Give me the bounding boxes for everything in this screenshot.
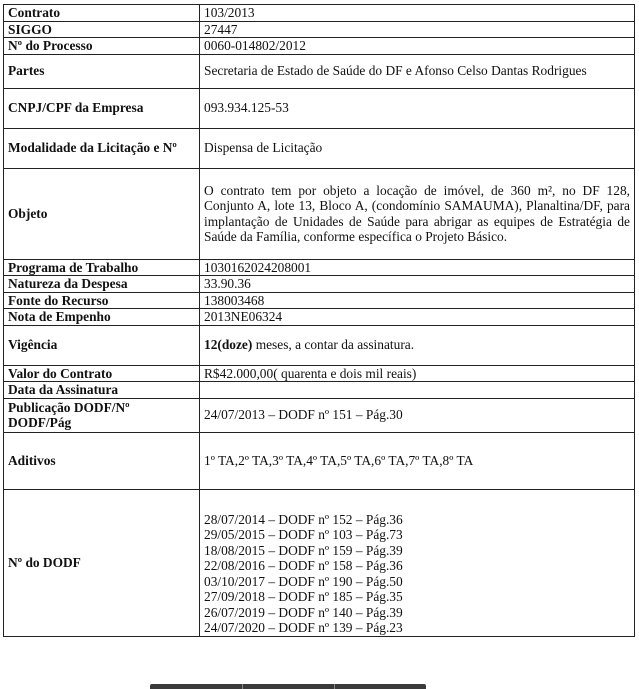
row-label: Data da Assinatura [4, 382, 200, 399]
row-value: 093.934.125-53 [200, 88, 635, 128]
row-value: 1º TA,2º TA,3º TA,4º TA,5º TA,6º TA,7º TA,8º TA [200, 432, 635, 489]
table-row [4, 382, 635, 399]
row-value [200, 325, 635, 365]
row-value: O contrato tem por objeto a locação de imóvel, de 360 m², no DF 128, Conjunto A, lote 13, Bloco A, (condomínio SAMAUMA), Planaltina/DF, para implantação de Unidades de Saúde para abrigar as equipes de Estratégia de Saúde da Família, conforme específica o Projeto Básico. [200, 168, 635, 259]
dodf-entry: 28/07/2014 – DODF nº 152 – Pág.36 [204, 511, 403, 527]
row-value: 1030162024208001 [200, 259, 635, 276]
dodf-entry: 29/05/2015 – DODF nº 103 – Pág.73 [204, 527, 403, 542]
row-label: Aditivos [4, 432, 200, 489]
table-row [4, 432, 635, 489]
table-row [4, 259, 635, 276]
table-row [4, 325, 635, 365]
vigencia-duration: 12(doze) [204, 337, 253, 353]
row-value: 33.90.36 [200, 276, 635, 293]
dodf-list [200, 489, 635, 636]
table-row [4, 5, 635, 22]
dodf-entry: 18/08/2015 – DODF nº 159 – Pág.39 [204, 542, 403, 558]
table-row [4, 489, 635, 636]
row-label: Fonte do Recurso [4, 292, 200, 309]
row-value: 24/07/2013 – DODF nº 151 – Pág.30 [200, 398, 635, 432]
dodf-entry: 22/08/2016 – DODF nº 158 – Pág.36 [204, 558, 403, 573]
row-label: CNPJ/CPF da Empresa [4, 88, 200, 128]
table-row [4, 292, 635, 309]
dodf-entry: 27/09/2018 – DODF nº 185 – Pág.35 [204, 589, 403, 604]
row-value: Secretaria de Estado de Saúde do DF e Afonso Celso Dantas Rodrigues [200, 54, 635, 88]
row-value: R$42.000,00( quarenta e dois mil reais) [200, 365, 635, 382]
row-label: Natureza da Despesa [4, 276, 200, 293]
row-value [200, 382, 635, 399]
row-label: Valor do Contrato [4, 365, 200, 382]
row-value: 2013NE06324 [200, 309, 635, 326]
table-row [4, 365, 635, 382]
dodf-entry: 24/07/2020 – DODF nº 139 – Pág.23 [204, 620, 403, 635]
table-row [4, 88, 635, 128]
row-value: 0060-014802/2012 [200, 38, 635, 55]
table-row [4, 54, 635, 88]
row-value: Dispensa de Licitação [200, 128, 635, 168]
table-row [4, 276, 635, 293]
row-label: Objeto [4, 168, 200, 259]
row-value: 103/2013 [200, 5, 635, 22]
table-row [4, 128, 635, 168]
row-label: Modalidade da Licitação e Nº [4, 128, 200, 168]
table-row [4, 38, 635, 55]
row-label: Nº do DODF [4, 489, 200, 636]
row-label: Publicação DODF/Nº DODF/Pág [4, 398, 200, 432]
toolbar-divider [334, 684, 335, 689]
row-label: Nº do Processo [4, 38, 200, 55]
row-label: Nota de Empenho [4, 309, 200, 326]
vigencia-text: meses, a contar da assinatura. [252, 337, 415, 353]
row-label: Partes [4, 54, 200, 88]
row-label: SIGGO [4, 21, 200, 38]
dodf-entry: 03/10/2017 – DODF nº 190 – Pág.50 [204, 573, 403, 589]
table-row [4, 21, 635, 38]
dodf-entry: 26/07/2019 – DODF nº 140 – Pág.39 [204, 604, 403, 620]
contract-table [3, 4, 635, 637]
row-value: 27447 [200, 21, 635, 38]
row-value: 138003468 [200, 292, 635, 309]
toolbar-divider [242, 684, 243, 689]
row-label: Contrato [4, 5, 200, 22]
table-row [4, 398, 635, 432]
viewer-toolbar-edge [150, 684, 426, 689]
table-row [4, 168, 635, 259]
row-label: Vigência [4, 325, 200, 365]
table-row [4, 309, 635, 326]
row-label: Programa de Trabalho [4, 259, 200, 276]
